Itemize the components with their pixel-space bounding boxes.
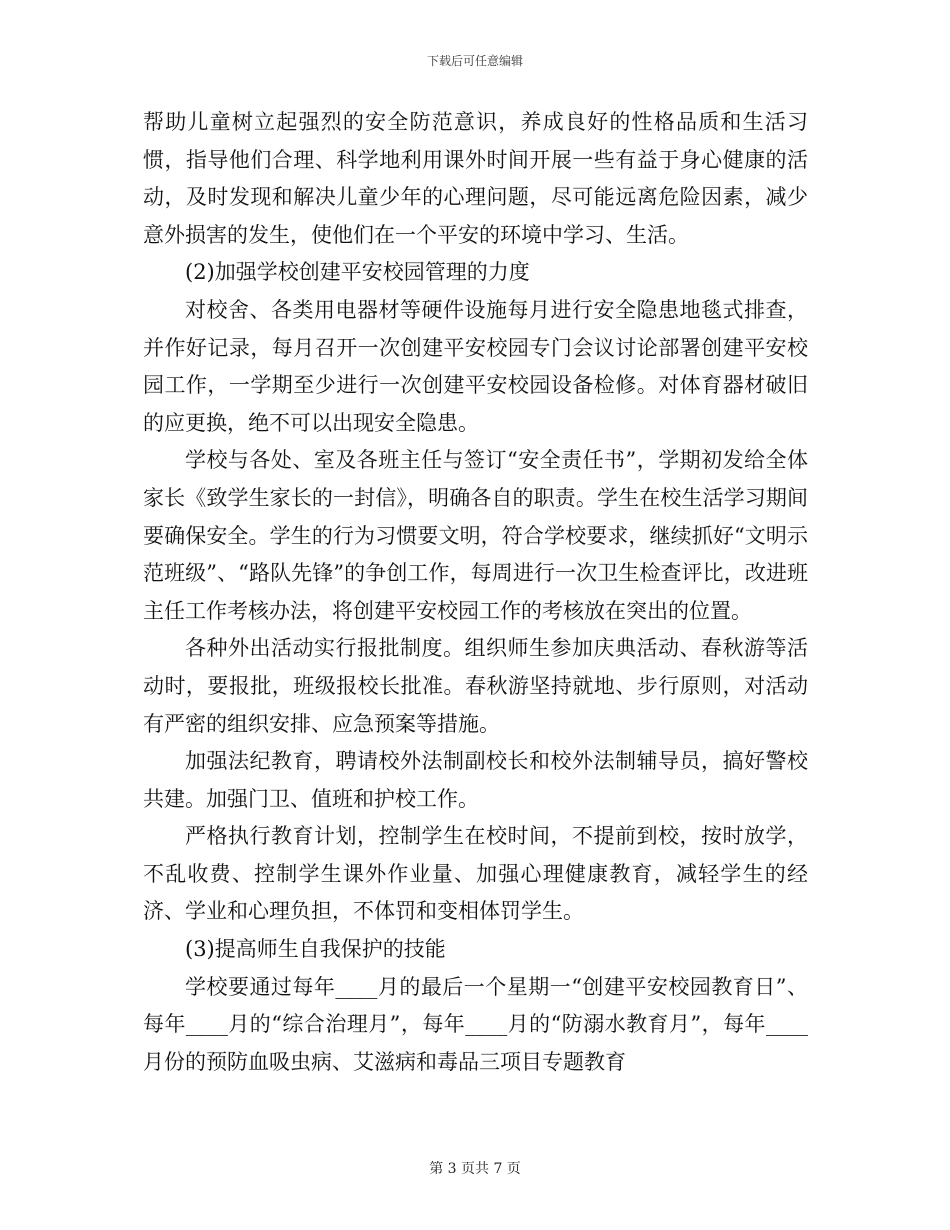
page-footer: 第 3 页共 7 页 <box>429 1161 521 1177</box>
paragraph-5: 加强法纪教育，聘请校外法制副校长和校外法制辅导员，搞好警校共建。加强门卫、值班和护校工作。 <box>143 749 808 811</box>
section-heading-3: (3)提高师生自我保护的技能 <box>185 937 446 962</box>
paragraph-3: 学校与各处、室及各班主任与签订“安全责任书”，学期初发给全体家长《致学生家长的一封信》，明确各自的职责。学生在校生活学习期间要确保安全。学生的行为习惯要文明，符合学校要求，继续抓好“文明示范班级”、“路队先锋”的争创工作，每周进行一次卫生检查评比，改进班主任工作考核办法，将创建平安校园工作的考核放在突出的位置。 <box>143 448 808 623</box>
page-header: 下载后可任意编辑 <box>426 54 523 68</box>
paragraph-4: 各种外出活动实行报批制度。组织师生参加庆典活动、春秋游等活动时，要报批，班级报校长批准。春秋游坚持就地、步行原则，对活动有严密的组织安排、应急预案等措施。 <box>143 636 808 736</box>
document-body <box>143 104 808 1081</box>
paragraph-2: 对校舍、各类用电器材等硬件设施每月进行安全隐患地毯式排查，并作好记录，每月召开一次创建平安校园专门会议讨论部署创建平安校园工作，一学期至少进行一次创建平安校园设备检修。对体育器材破旧的应更换，绝不可以出现安全隐患。 <box>143 297 808 435</box>
paragraph-1: 帮助儿童树立起强烈的安全防范意识，养成良好的性格品质和生活习惯，指导他们合理、科学地利用课外时间开展一些有益于身心健康的活动，及时发现和解决儿童少年的心理问题，尽可能远离危险因素，减少意外损害的发生，使他们在一个平安的环境中学习、生活。 <box>143 110 808 247</box>
section-heading-2: (2)加强学校创建平安校园管理的力度 <box>185 260 530 285</box>
paragraph-6: 严格执行教育计划，控制学生在校时间，不提前到校，按时放学，不乱收费、控制学生课外作业量、加强心理健康教育，减轻学生的经济、学业和心理负担，不体罚和变相体罚学生。 <box>143 824 808 924</box>
paragraph-7: 学校要通过每年____月的最后一个星期一“创建平安校园教育日”、每年____月的“综合治理月”，每年____月的“防溺水教育月”，每年____月份的预防血吸虫病、艾滋病和毒品三项目专题教育 <box>143 974 808 1074</box>
